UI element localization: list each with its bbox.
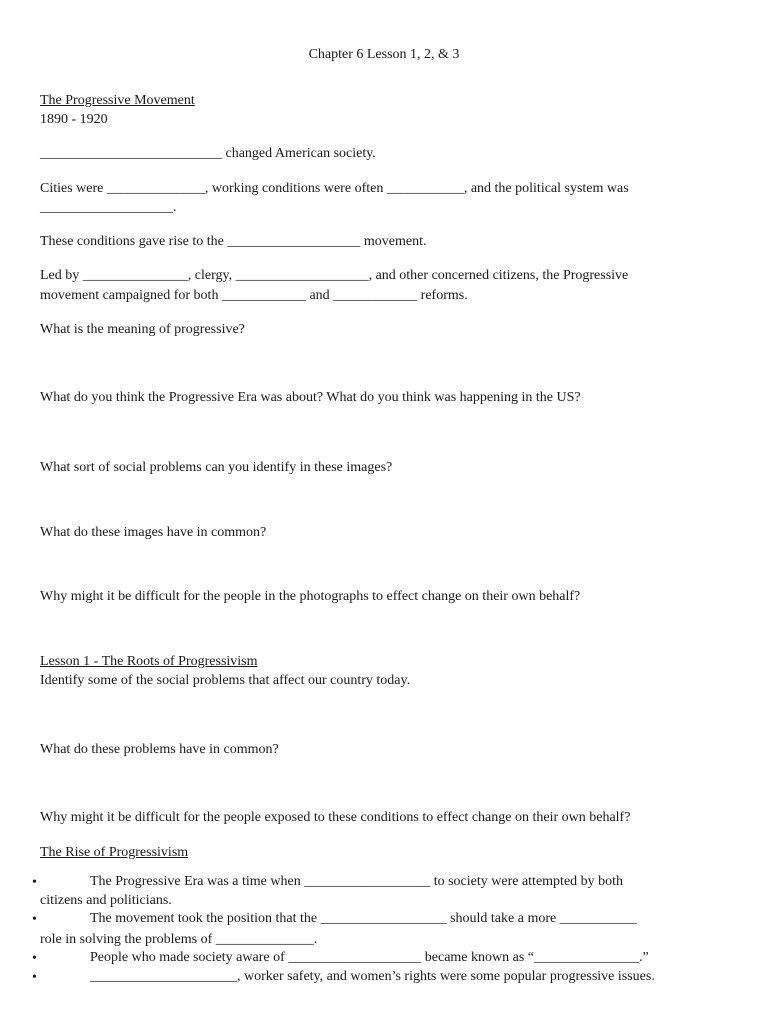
date-range: 1890 - 1920 — [40, 112, 108, 127]
question: Why might it be difficult for the people exposed to these conditions to effect change on their own behalf? — [40, 810, 631, 825]
question: Why might it be difficult for the people in the photographs to effect change on their own behalf? — [40, 589, 581, 604]
question: What do these images have in common? — [40, 525, 267, 540]
fill-in-sentence: movement campaigned for both ____________ and ____________ reforms. — [40, 288, 468, 303]
section-heading-rise-of-progressivism: The Rise of Progressivism — [40, 845, 189, 860]
bullet-item: The Progressive Era was a time when __________________ to society were attempted by both — [90, 874, 624, 889]
bullet-item-continuation: role in solving the problems of ______________. — [40, 932, 318, 947]
fill-in-sentence: Led by _______________, clergy, ___________________, and other concerned citizens, the Progressive — [40, 268, 629, 283]
section-heading-lesson-1: Lesson 1 - The Roots of Progressivism — [40, 654, 258, 669]
question: Identify some of the social problems that affect our country today. — [40, 673, 411, 688]
question: What do you think the Progressive Era was about? What do you think was happening in the US? — [40, 390, 581, 405]
fill-in-sentence: ___________________. — [40, 200, 177, 215]
bullet-item: The movement took the position that the __________________ should take a more ___________ — [90, 911, 637, 926]
bullet-item-continuation: citizens and politicians. — [40, 893, 172, 908]
fill-in-sentence: These conditions gave rise to the ___________________ movement. — [40, 234, 427, 249]
question: What do these problems have in common? — [40, 742, 279, 757]
page-title: Chapter 6 Lesson 1, 2, & 3 — [308, 47, 460, 62]
bullet-item: _____________________, worker safety, and women’s rights were some popular progressive issues. — [90, 969, 655, 984]
fill-in-sentence: __________________________ changed American society. — [40, 146, 376, 161]
bullet-glyph: • — [32, 951, 37, 966]
question: What is the meaning of progressive? — [40, 322, 245, 337]
fill-in-sentence: Cities were ______________, working conditions were often ___________, and the political system was — [40, 181, 629, 196]
bullet-glyph: • — [32, 912, 37, 927]
bullet-glyph: • — [32, 875, 37, 890]
bullet-glyph: • — [32, 970, 37, 985]
section-heading-progressive-movement: The Progressive Movement — [40, 93, 195, 108]
question: What sort of social problems can you identify in these images? — [40, 460, 393, 475]
bullet-item: People who made society aware of ___________________ became known as “_______________.” — [90, 950, 649, 965]
